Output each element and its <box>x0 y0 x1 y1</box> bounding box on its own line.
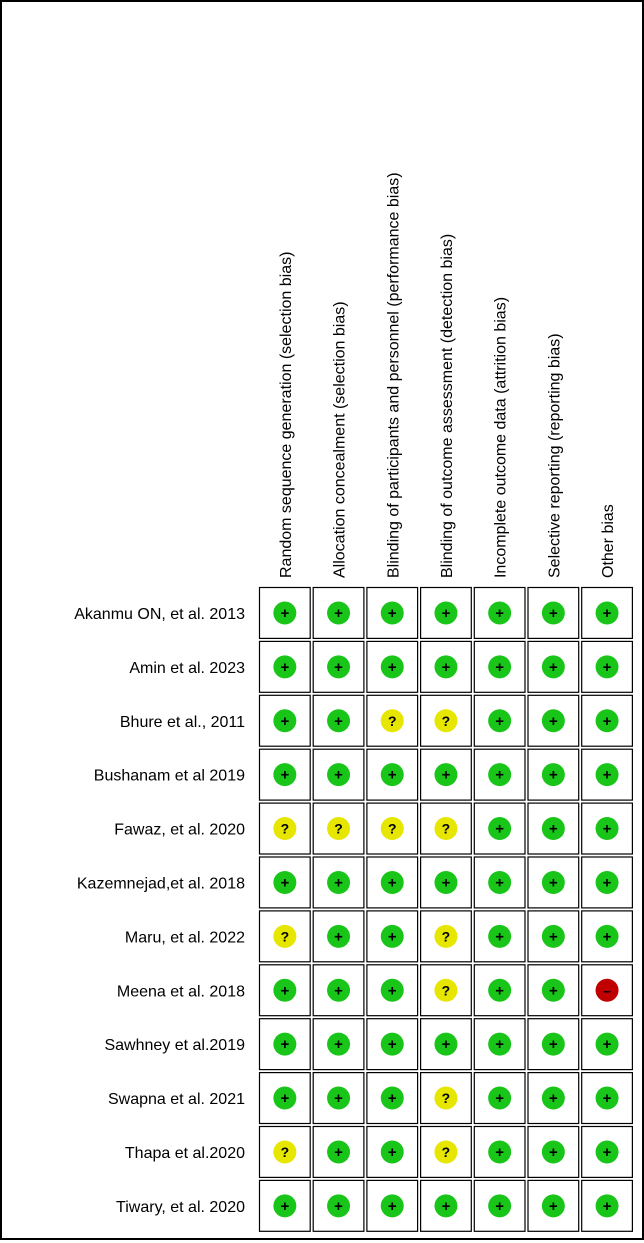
rating-symbol: + <box>280 658 290 676</box>
rating-symbol: ? <box>441 820 451 837</box>
rating-symbol: ? <box>387 712 397 729</box>
rating-symbol: + <box>280 1090 290 1108</box>
rating-symbol: + <box>334 1036 343 1054</box>
rating-symbol: + <box>334 658 343 676</box>
rating-symbol: + <box>334 712 343 730</box>
rating-symbol: + <box>548 604 558 622</box>
rating-symbol: ? <box>441 982 451 999</box>
rating-symbol: + <box>334 928 343 946</box>
rating-symbol: + <box>602 712 612 730</box>
rating-symbol: + <box>334 604 343 622</box>
rating-symbol: + <box>441 874 451 892</box>
study-label: Kazemnejad,et al. 2018 <box>76 875 245 893</box>
rating-symbol: + <box>602 1090 612 1108</box>
rating-symbol: + <box>548 1036 558 1054</box>
rating-symbol: + <box>441 604 451 622</box>
rating-symbol: + <box>602 1036 612 1054</box>
rating-symbol: + <box>495 658 505 676</box>
rating-symbol: + <box>548 1090 558 1108</box>
rating-symbol: – <box>603 982 611 999</box>
study-label: Thapa et al.2020 <box>124 1144 245 1162</box>
rating-symbol: + <box>602 928 612 946</box>
study-label: Amin et al. 2023 <box>129 659 245 677</box>
rating-symbol: ? <box>280 820 290 837</box>
rating-symbol: + <box>495 604 505 622</box>
rating-symbol: + <box>387 928 397 946</box>
column-header: Other bias <box>600 504 618 578</box>
rating-symbol: ? <box>280 1143 290 1160</box>
risk-of-bias-grid <box>2 2 642 1238</box>
rating-symbol: + <box>441 1197 451 1215</box>
rating-symbol: + <box>495 766 505 784</box>
rating-symbol: + <box>441 658 451 676</box>
rating-symbol: + <box>387 658 397 676</box>
study-label: Swapna et al. 2021 <box>108 1091 245 1109</box>
column-header: Blinding of participants and personnel (performance bias) <box>385 172 403 578</box>
rating-symbol: + <box>280 766 290 784</box>
rating-symbol: + <box>548 766 558 784</box>
column-header: Random sequence generation (selection bias) <box>277 251 295 578</box>
rating-symbol: + <box>548 712 558 730</box>
rating-symbol: + <box>334 1197 343 1215</box>
rating-symbol: + <box>495 928 505 946</box>
rating-symbol: + <box>334 1090 343 1108</box>
rating-symbol: + <box>602 1143 612 1161</box>
rating-symbol: + <box>602 604 612 622</box>
rating-symbol: + <box>280 604 290 622</box>
rating-symbol: + <box>548 928 558 946</box>
rating-symbol: + <box>441 1036 451 1054</box>
column-header: Allocation concealment (selection bias) <box>331 301 349 578</box>
rating-symbol: + <box>602 658 612 676</box>
rating-symbol: + <box>334 874 343 892</box>
rating-symbol: + <box>387 1036 397 1054</box>
rating-symbol: ? <box>441 712 451 729</box>
rating-symbol: + <box>387 1197 397 1215</box>
rating-symbol: + <box>495 712 505 730</box>
study-label: Akanmu ON, et al. 2013 <box>74 605 245 623</box>
rating-symbol: + <box>602 820 612 838</box>
column-header: Selective reporting (reporting bias) <box>546 333 564 578</box>
rating-symbol: + <box>387 604 397 622</box>
column-header: Incomplete outcome data (attrition bias) <box>492 296 510 578</box>
column-header: Blinding of outcome assessment (detection bias) <box>438 233 456 578</box>
rating-symbol: + <box>548 658 558 676</box>
rating-symbol: ? <box>280 928 290 945</box>
rating-symbol: + <box>495 874 505 892</box>
rating-symbol: ? <box>387 820 397 837</box>
rating-symbol: + <box>548 820 558 838</box>
rating-symbol: ? <box>441 928 451 945</box>
rating-symbol: + <box>602 766 612 784</box>
rating-symbol: + <box>548 1197 558 1215</box>
rating-symbol: + <box>387 874 397 892</box>
rating-symbol: + <box>495 820 505 838</box>
study-label: Bushanam et al 2019 <box>93 767 245 785</box>
rating-symbol: + <box>548 1143 558 1161</box>
study-label: Fawaz, et al. 2020 <box>114 821 245 839</box>
rating-symbol: + <box>495 1090 505 1108</box>
rating-symbol: + <box>602 874 612 892</box>
rating-symbol: + <box>387 1090 397 1108</box>
rating-symbol: ? <box>441 1090 451 1107</box>
rating-symbol: + <box>280 712 290 730</box>
rating-symbol: + <box>334 1143 343 1161</box>
rating-symbol: + <box>548 982 558 1000</box>
rating-symbol: + <box>548 874 558 892</box>
rating-symbol: + <box>280 982 290 1000</box>
rating-symbol: + <box>280 874 290 892</box>
study-label: Tiwary, et al. 2020 <box>116 1198 245 1216</box>
rating-symbol: + <box>602 1197 612 1215</box>
study-label: Bhure et al., 2011 <box>119 713 245 731</box>
rating-symbol: ? <box>334 820 343 837</box>
rating-symbol: + <box>387 1143 397 1161</box>
rating-symbol: + <box>441 766 451 784</box>
rating-symbol: + <box>280 1197 290 1215</box>
rating-symbol: ? <box>441 1143 451 1160</box>
rating-symbol: + <box>334 982 343 1000</box>
rating-symbol: + <box>387 982 397 1000</box>
study-label: Maru, et al. 2022 <box>124 929 245 947</box>
rating-symbol: + <box>495 1143 505 1161</box>
rating-symbol: + <box>387 766 397 784</box>
study-label: Sawhney et al.2019 <box>104 1037 245 1055</box>
rating-symbol: + <box>495 1197 505 1215</box>
rating-symbol: + <box>334 766 343 784</box>
rating-symbol: + <box>280 1036 290 1054</box>
study-label: Meena et al. 2018 <box>116 983 245 1001</box>
rating-symbol: + <box>495 1036 505 1054</box>
rating-symbol: + <box>495 982 505 1000</box>
